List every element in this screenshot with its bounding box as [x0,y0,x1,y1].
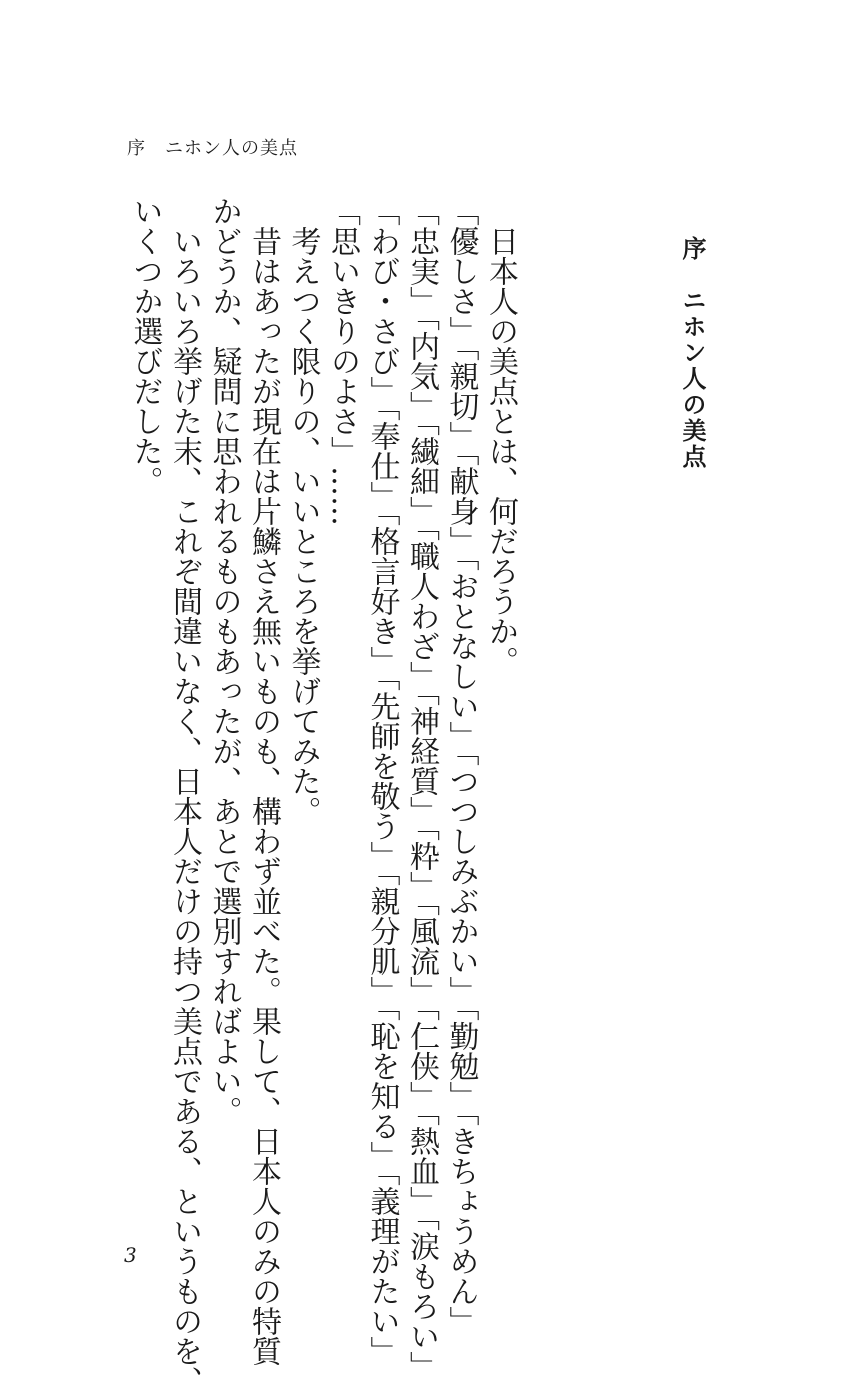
paragraph-line: 「忠実」「内気」「繊細」「職人わざ」「神経質」「粋」「風流」「仁侠」「熱血」「涙もろい」 [404,196,439,1381]
page-number: 3 [124,1243,137,1267]
chapter-title: 序 ニホン人の美点 [678,236,707,470]
paragraph-line: 日本人の美点とは、何だろうか。 [483,196,518,676]
paragraph-line: 考えつく限りの、いいところを挙げてみた。 [285,196,321,826]
running-head: 序 ニホン人の美点 [127,138,298,159]
paragraph-line: かどうか、疑問に思われるものもあったが、あとで選別すればよい。 [206,196,242,1126]
paragraph-line: 「わび・さび」「奉仕」「格言好き」「先師を敬う」「親分肌」「恥を知る」「義理がたい」 [364,196,400,1366]
paragraph-line: いろいろ挙げた末、これぞ間違いなく、日本人だけの持つ美点である、というものを、 [167,196,202,1396]
paragraph-line: 「優しさ」「親切」「献身」「おとなしい」「つつしみぶかい」「勤勉」「きちょうめん」 [443,196,479,1336]
body-text [125,196,520,1396]
paragraph-line: いくつか選びだした。 [127,196,163,496]
paragraph-line: 昔はあったが現在は片鱗さえ無いものも、構わず並べた。果して、日本人のみの特質 [246,196,281,1366]
paragraph-line: 「思いきりのよさ」…… [325,196,360,526]
